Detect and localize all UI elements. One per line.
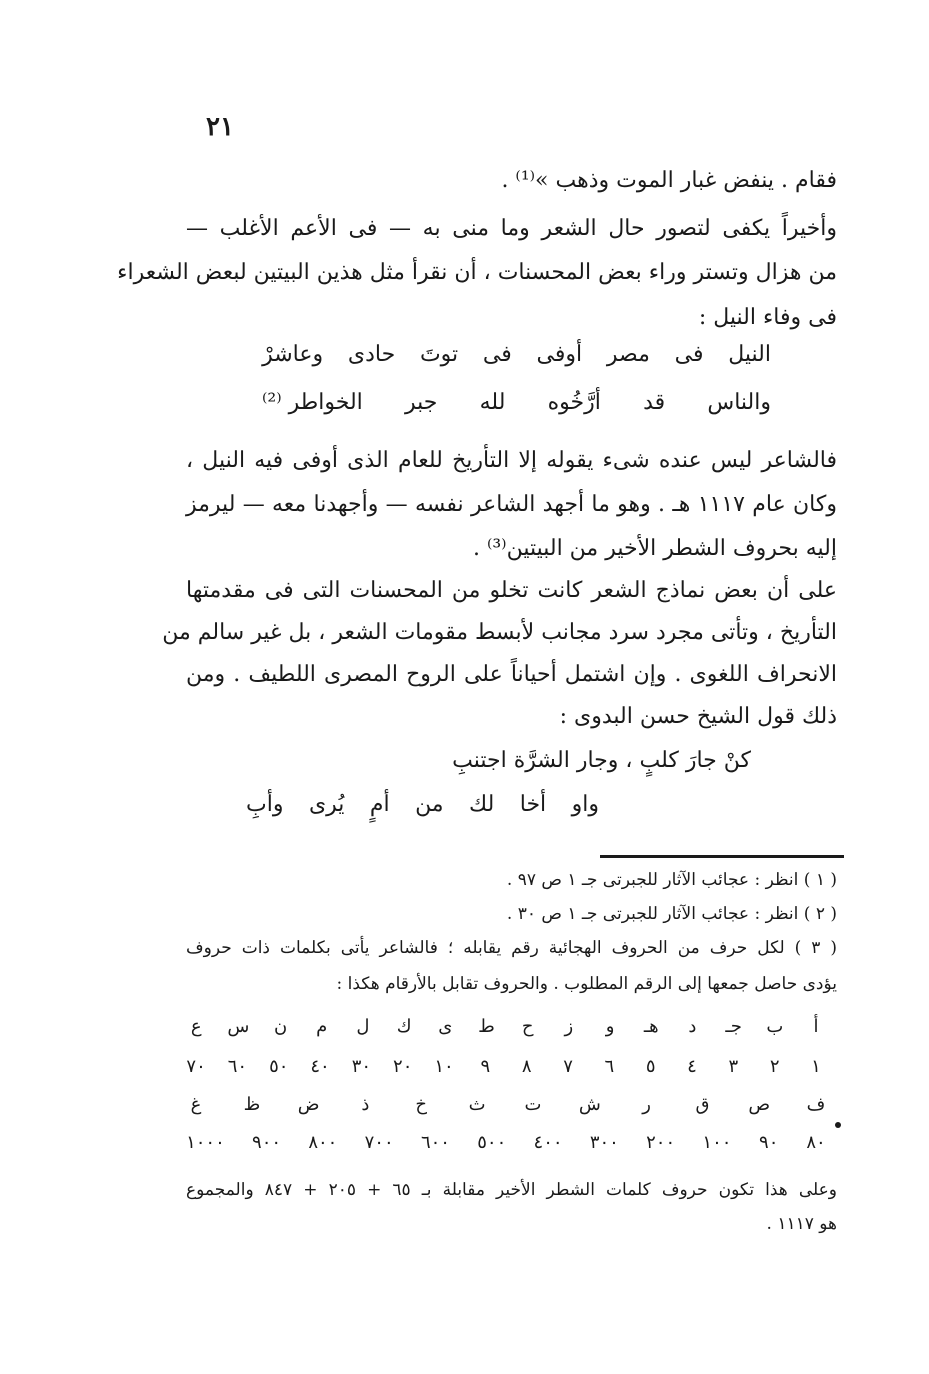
abjad-number: ٣٠ bbox=[351, 1056, 372, 1077]
abjad-number: ٧٠٠ bbox=[364, 1132, 394, 1153]
abjad-letter: س bbox=[227, 1016, 250, 1037]
abjad-number: ١٠ bbox=[434, 1056, 454, 1077]
footnote: هو ١١١٧ . bbox=[766, 1214, 837, 1234]
verse-word: أمٍ bbox=[369, 792, 390, 817]
abjad-number: ٢٠ bbox=[393, 1056, 413, 1077]
abjad-letter: ح bbox=[521, 1016, 534, 1037]
abjad-number: ٧ bbox=[563, 1056, 573, 1077]
paragraph-line: فقام . ينفض غبار الموت وذهب »⁽¹⁾ . bbox=[501, 168, 837, 193]
abjad-number: ٢ bbox=[769, 1056, 780, 1077]
margin-mark-icon bbox=[835, 1122, 841, 1128]
abjad-letter: ش bbox=[578, 1094, 601, 1115]
abjad-letter: ص bbox=[748, 1094, 771, 1115]
abjad-numbers-row bbox=[186, 1056, 826, 1077]
abjad-number: ٩٠٠ bbox=[252, 1132, 282, 1153]
verse-word: حادى bbox=[347, 342, 396, 367]
abjad-letter: م bbox=[316, 1016, 328, 1037]
footnote: ( ٢ ) انظر : عجائب الآثار للجبرتى جـ ١ ص ٣٠ . bbox=[506, 904, 837, 924]
abjad-number: ٣٠٠ bbox=[589, 1132, 619, 1153]
abjad-number: ٨٠ bbox=[806, 1132, 826, 1153]
paragraph-line: التأريخ ، وتأتى مجرد سرد مجانب لأبسط مقومات الشعر ، بل غير سالم من bbox=[162, 620, 837, 645]
abjad-letters-row bbox=[186, 1094, 826, 1115]
abjad-letter: ر bbox=[642, 1094, 651, 1115]
abjad-letter: ظ bbox=[243, 1094, 261, 1115]
abjad-letter: أ bbox=[813, 1016, 819, 1037]
abjad-letter: ل bbox=[356, 1016, 370, 1037]
abjad-letter: خ bbox=[415, 1094, 428, 1115]
footnote: ( ٣ ) لكل حرف من الحروف الهجائية رقم يقابله ؛ فالشاعر يأتى بكلمات ذات حروف bbox=[186, 938, 837, 958]
abjad-letters-row bbox=[186, 1016, 826, 1037]
abjad-letter: ى bbox=[438, 1016, 453, 1037]
verse-word: لله bbox=[479, 390, 506, 415]
paragraph-line: على أن بعض نماذج الشعر كانت تخلو من المحسنات التى فى مقدمتها bbox=[186, 578, 837, 603]
paragraph-line: وكان عام ١١١٧ هـ . وهو ما أجهد الشاعر نفسه — وأجهدنا معه — ليرمز bbox=[186, 492, 837, 517]
abjad-number: ٤٠٠ bbox=[533, 1132, 563, 1153]
abjad-letter: ط bbox=[478, 1016, 495, 1037]
abjad-number: ٥ bbox=[645, 1056, 656, 1077]
abjad-letter: ن bbox=[273, 1016, 288, 1037]
footnote: يؤدى حاصل جمعها إلى الرقم المطلوب . والحروف تقابل بالأرقام هكذا : bbox=[336, 974, 837, 994]
abjad-number: ٣ bbox=[728, 1056, 739, 1077]
verse-word: لك bbox=[469, 792, 495, 817]
abjad-numbers-row bbox=[186, 1132, 826, 1153]
verse-word: توتَ bbox=[419, 342, 459, 367]
verse-word: يُرى bbox=[308, 792, 345, 817]
verse-word: أخا bbox=[519, 792, 547, 817]
abjad-number: ٢٠٠ bbox=[646, 1132, 676, 1153]
abjad-number: ١٠٠ bbox=[702, 1132, 732, 1153]
paragraph-line: ذلك قول الشيخ حسن البدوى : bbox=[559, 704, 837, 729]
abjad-number: ١٠٠٠ bbox=[186, 1132, 225, 1153]
footnote: ( ١ ) انظر : عجائب الآثار للجبرتى جـ ١ ص ٩٧ . bbox=[506, 870, 837, 890]
poem-verse bbox=[246, 792, 599, 817]
abjad-number: ٤ bbox=[687, 1056, 697, 1077]
abjad-letter: ث bbox=[468, 1094, 486, 1115]
abjad-letter: ف bbox=[806, 1094, 826, 1115]
verse-word: مصر bbox=[606, 342, 650, 367]
paragraph-line: من هزال وتستر وراء بعض المحسنات ، أن نقرأ مثل هذين البيتين لبعض الشعراء bbox=[117, 260, 837, 285]
verse-word: جبر bbox=[405, 390, 438, 415]
footnote: وعلى هذا تكون حروف كلمات الشطر الأخير مقابلة بـ ٦٥ + ٢٠٥ + ٨٤٧ والمجموع bbox=[186, 1180, 837, 1200]
abjad-letter: هـ bbox=[643, 1016, 659, 1037]
verse-word: والناس bbox=[707, 390, 771, 415]
abjad-letter: ت bbox=[524, 1094, 542, 1115]
abjad-number: ٤٠ bbox=[310, 1056, 330, 1077]
verse-word: أرَّخُوه bbox=[547, 390, 601, 415]
abjad-letter: ق bbox=[695, 1094, 710, 1115]
footnote-divider bbox=[600, 855, 844, 858]
paragraph-line: فالشاعر ليس عنده شىء يقوله إلا التأريخ للعام الذى أوفى فيه النيل ، bbox=[186, 448, 837, 473]
verse-word: فى bbox=[674, 342, 704, 367]
poem-verse bbox=[262, 390, 771, 415]
abjad-number: ٨ bbox=[521, 1056, 532, 1077]
verse-word: قد bbox=[643, 390, 666, 415]
abjad-number: ٥٠ bbox=[269, 1056, 289, 1077]
paragraph-line: فى وفاء النيل : bbox=[698, 305, 837, 330]
verse-word: النيل bbox=[728, 342, 771, 367]
abjad-letter: ك bbox=[396, 1016, 412, 1037]
abjad-letter: ز bbox=[564, 1016, 574, 1037]
abjad-letter: غ bbox=[190, 1094, 202, 1115]
paragraph-line: إليه بحروف الشطر الأخير من البيتين⁽³⁾ . bbox=[472, 536, 837, 561]
abjad-number: ٩ bbox=[480, 1056, 491, 1077]
verse-word: من bbox=[415, 792, 444, 817]
abjad-number: ٦٠ bbox=[227, 1056, 248, 1077]
poem-verse: كنْ جارَ كلبٍ ، وجار الشرَّة اجتنبِ bbox=[452, 748, 751, 773]
verse-word: فى bbox=[482, 342, 512, 367]
abjad-number: ١ bbox=[811, 1056, 821, 1077]
verse-word: واو bbox=[571, 792, 599, 817]
paragraph-line: وأخيراً يكفى لتصور حال الشعر وما منى به — فى الأعم الأغلب — bbox=[186, 216, 837, 241]
page-number: ٢١ bbox=[206, 112, 234, 142]
abjad-letter: جـ bbox=[725, 1016, 742, 1037]
abjad-number: ٧٠ bbox=[186, 1056, 206, 1077]
verse-word: الخواطر ⁽²⁾ bbox=[262, 390, 363, 415]
abjad-letter: ذ bbox=[361, 1094, 370, 1115]
abjad-number: ٦٠٠ bbox=[420, 1132, 450, 1153]
abjad-letter: ع bbox=[190, 1016, 202, 1037]
poem-verse bbox=[262, 342, 771, 367]
abjad-number: ٦ bbox=[604, 1056, 615, 1077]
abjad-letter: ب bbox=[766, 1016, 784, 1037]
abjad-number: ٩٠ bbox=[759, 1132, 779, 1153]
paragraph-line: الانحراف اللغوى . وإن اشتمل أحياناً على الروح المصرى اللطيف . ومن bbox=[186, 662, 837, 687]
verse-word: أوفى bbox=[536, 342, 583, 367]
abjad-letter: د bbox=[688, 1016, 697, 1037]
abjad-number: ٥٠٠ bbox=[477, 1132, 507, 1153]
abjad-letter: ض bbox=[297, 1094, 320, 1115]
verse-word: وعاشرْ bbox=[262, 342, 324, 367]
verse-word: وأبِ bbox=[246, 792, 284, 817]
abjad-number: ٨٠٠ bbox=[308, 1132, 338, 1153]
abjad-letter: و bbox=[605, 1016, 615, 1037]
